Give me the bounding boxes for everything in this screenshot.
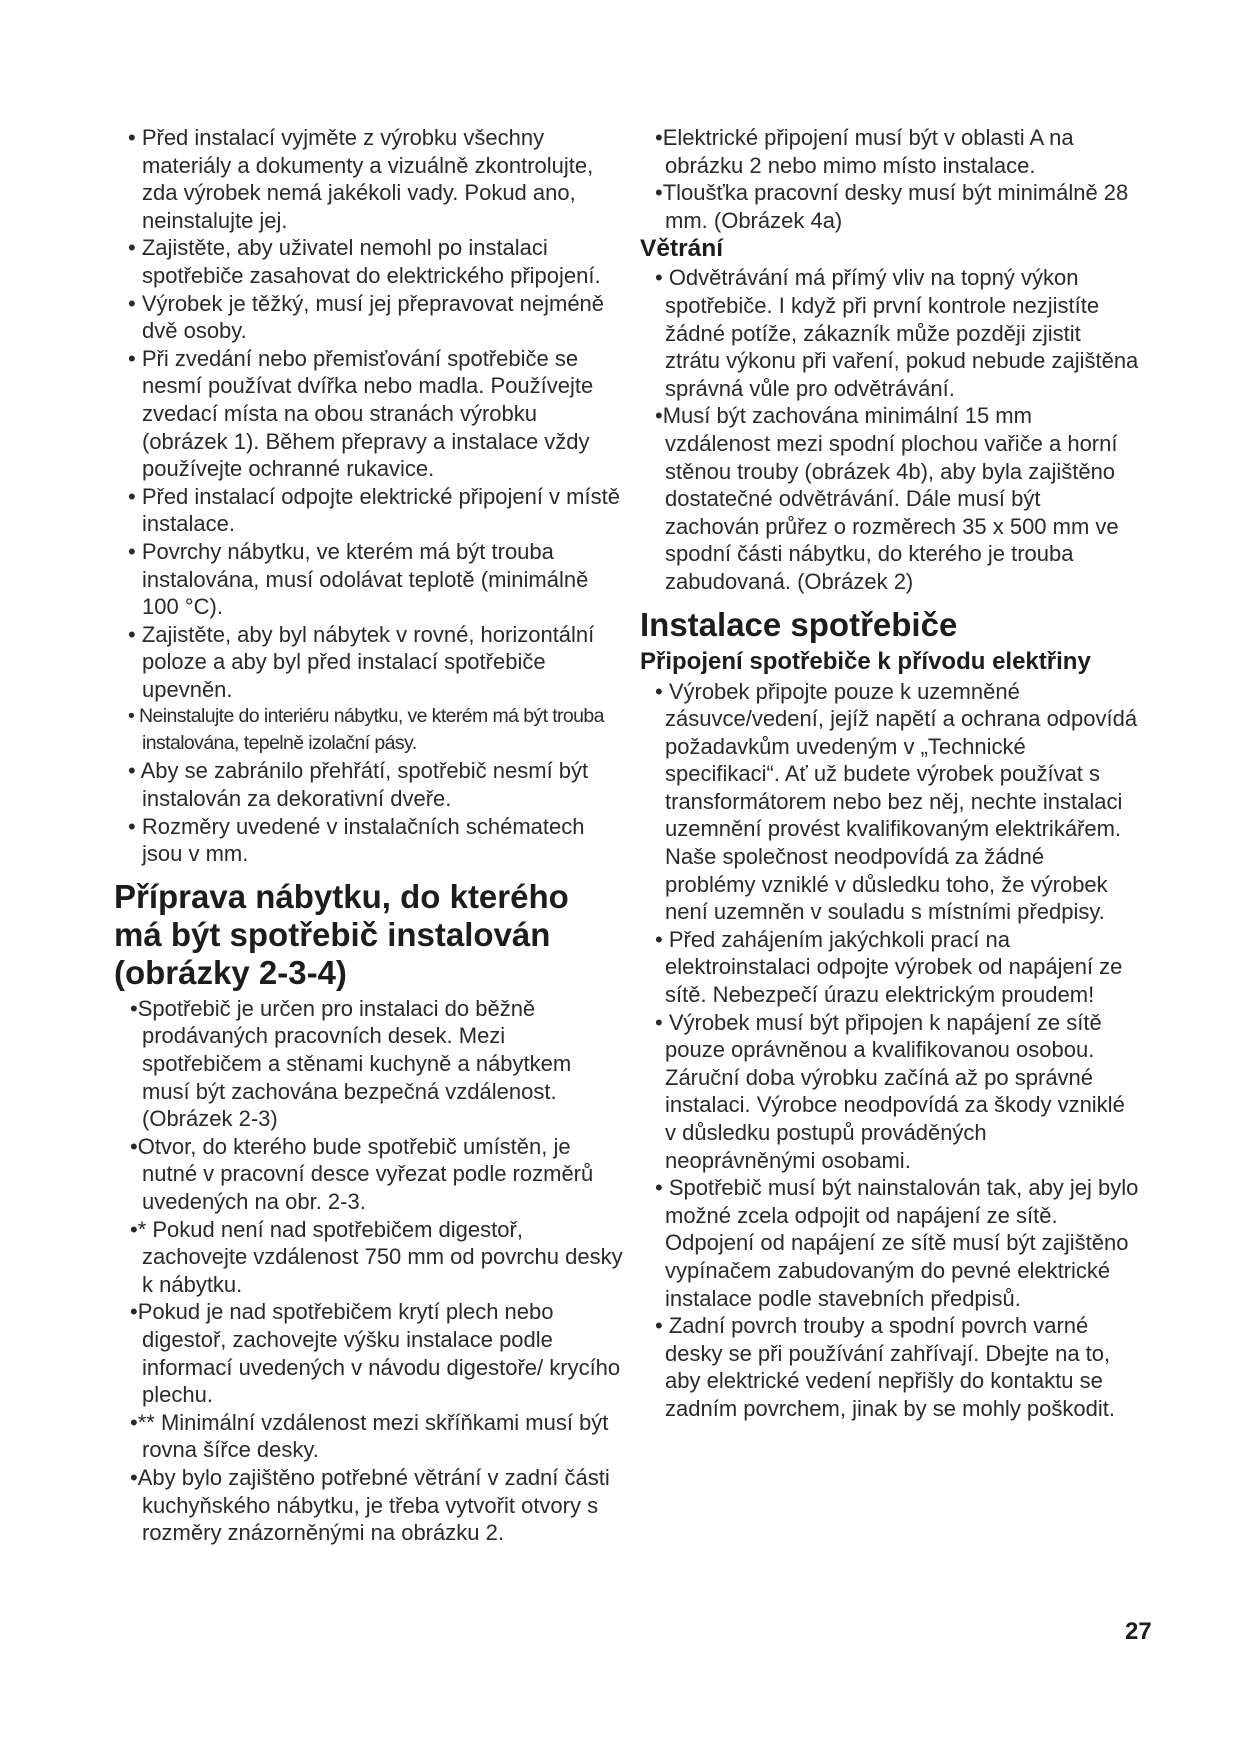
bullet-insulation-strips: • Neinstalujte do interiéru nábytku, ve kterém má být trouba instalována, tepelně izolační pásy.	[128, 705, 604, 755]
bullet-worktop: •Spotřebič je určen pro instalaci do běžně prodávaných pracovních desek. Mezi spotřebičem a stěnami kuchyně a nábytkem musí být zachována bezpečná vzdálenost. (Obrázek 2-3)	[130, 995, 572, 1132]
bullet-ventilation-effect: • Odvětrávání má přímý vliv na topný výkon spotřebiče. I když při první kontrole nezjistíte žádné potíže, zákazník může později zjistit ztrátu výkonu při vaření, pokud nebude zajištěna správná vůle pro odvětrávání.	[655, 265, 1139, 401]
bullet-hood-height: •Pokud je nad spotřebičem krytí plech nebo digestoř, zachovejte výšku instalace podle informací uvedených v návodu digestoře/ krycího plechu.	[130, 1299, 621, 1408]
bullet-qualified-person: • Výrobek musí být připojen k napájení ze sítě pouze oprávněnou a kvalifikovanou osobou. Záruční doba výrobku začíná až po správné instalaci. Výrobce neodpovídá za škody vzniklé v důsledku postupů prováděných neoprávněnými osobami.	[655, 1009, 1125, 1173]
bullet-cutout: •Otvor, do kterého bude spotřebič umístěn, je nutné v pracovní desce vyřezat podle rozměrů uvedených na obr. 2-3.	[130, 1133, 594, 1214]
left-column	[114, 124, 624, 1547]
install-title: Instalace spotřebiče	[640, 605, 958, 643]
bullet-ventilation-distance: •Musí být zachována minimální 15 mm vzdálenost mezi spodní plochou vařiče a horní stěnou trouby (obrázek 4b), aby byla zajištěno dostatečné odvětrávání. Dále musí být zachován průřez o rozměrech 35 x 500 mm ve spodní části nábytku, do kterého je trouba zabudovaná. (Obrázek 2)	[655, 403, 1119, 594]
bullet-full-disconnect: • Spotřebič musí být nainstalován tak, aby jej bylo možné zcela odpojit od napájení ze sítě. Odpojení od napájení ze sítě musí být zajištěno vypínačem zabudovaným do pevné elektrické instalace podle stavebních předpisů.	[655, 1175, 1139, 1311]
bullet-no-hood: •* Pokud není nad spotřebičem digestoř, zachovejte vzdálenost 750 mm od povrchu desky k nábytku.	[130, 1216, 623, 1297]
bullet-worktop-thickness: •Tloušťka pracovní desky musí být minimálně 28 mm. (Obrázek 4a)	[655, 180, 1129, 233]
bullet-ventilation-openings: •Aby bylo zajištěno potřebné větrání v zadní části kuchyňského nábytku, je třeba vytvořit otvory s rozměry znázorněnými na obrázku 2.	[130, 1464, 610, 1546]
bullet-user-access: • Zajistěte, aby uživatel nemohl po instalaci spotřebiče zasahovat do elektrického připojení.	[128, 235, 601, 288]
right-column	[640, 124, 1140, 1423]
bullet-hot-surfaces: • Zadní povrch trouby a spodní povrch varné desky se při používání zahřívají. Dbejte na to, aby elektrické vedení nepřišly do kontaktu se zadním povrchem, jinak by se mohly poškodit.	[655, 1313, 1115, 1421]
bullet-disconnect: • Před instalací odpojte elektrické připojení v místě instalace.	[128, 483, 620, 537]
bullet-decorative-door: • Aby se zabránilo přehřátí, spotřebič nesmí být instalován za dekorativní dveře.	[128, 758, 589, 812]
bullet-grounded-socket: • Výrobek připojte pouze k uzemněné zásuvce/vedení, jejíž napětí a ochrana odpovídá požadavkům uvedeným v „Technické specifikaci“. Ať už budete výrobek používat s transformátorem nebo bez něj, nechte instalaci uzemnění provést kvalifikovaným elektrikářem. Naše společnost neodpovídá za žádné problémy vzniklé v důsledku toho, že výrobek není uzemněn v souladu s místními předpisy.	[655, 678, 1138, 925]
page-number: 27	[1125, 1618, 1152, 1645]
ventilation-title: Větrání	[640, 235, 724, 263]
bullet-electrical-area: •Elektrické připojení musí být v oblasti A na obrázku 2 nebo mimo místo instalace.	[655, 125, 1074, 178]
bullet-heavy-product: • Výrobek je těžký, musí jej přepravovat nejméně dvě osoby.	[128, 290, 605, 344]
bullet-level-furniture: • Zajistěte, aby byl nábytek v rovné, horizontální poloze a aby byl před instalací spotřebiče upevněn.	[128, 621, 595, 702]
bullet-dimensions-mm: • Rozměry uvedené v instalačních schématech jsou v mm.	[128, 813, 585, 867]
bullet-furniture-temperature: • Povrchy nábytku, ve kterém má být trouba instalována, musí odolávat teplotě (minimálně 100 °C).	[128, 538, 589, 620]
connection-title: Připojení spotřebiče k přívodu elektřiny	[640, 647, 1091, 675]
bullet-lifting: • Při zvedání nebo přemisťování spotřebiče se nesmí používat dvířka nebo madla. Používejte zvedací místa na obou stranách výrobku (obrázek 1). Během přepravy a instalace vždy používejte ochranné rukavice.	[128, 345, 594, 482]
section-title-furniture: Příprava nábytku, do kterého má být spotřebič instalován (obrázky 2-3-4)	[114, 877, 569, 991]
bullet-remove-materials: • Před instalací vyjměte z výrobku všechny materiály a dokumenty a vizuálně zkontrolujte, zda výrobek nemá jakékoli vady. Pokud ano, neinstalujte jej.	[128, 125, 594, 233]
bullet-disconnect-mains: • Před zahájením jakýchkoli prací na elektroinstalaci odpojte výrobek od napájení ze sítě. Nebezpečí úrazu elektrickým proudem!	[655, 926, 1123, 1008]
bullet-cabinet-distance: •** Minimální vzdálenost mezi skříňkami musí být rovna šířce desky.	[130, 1409, 609, 1463]
